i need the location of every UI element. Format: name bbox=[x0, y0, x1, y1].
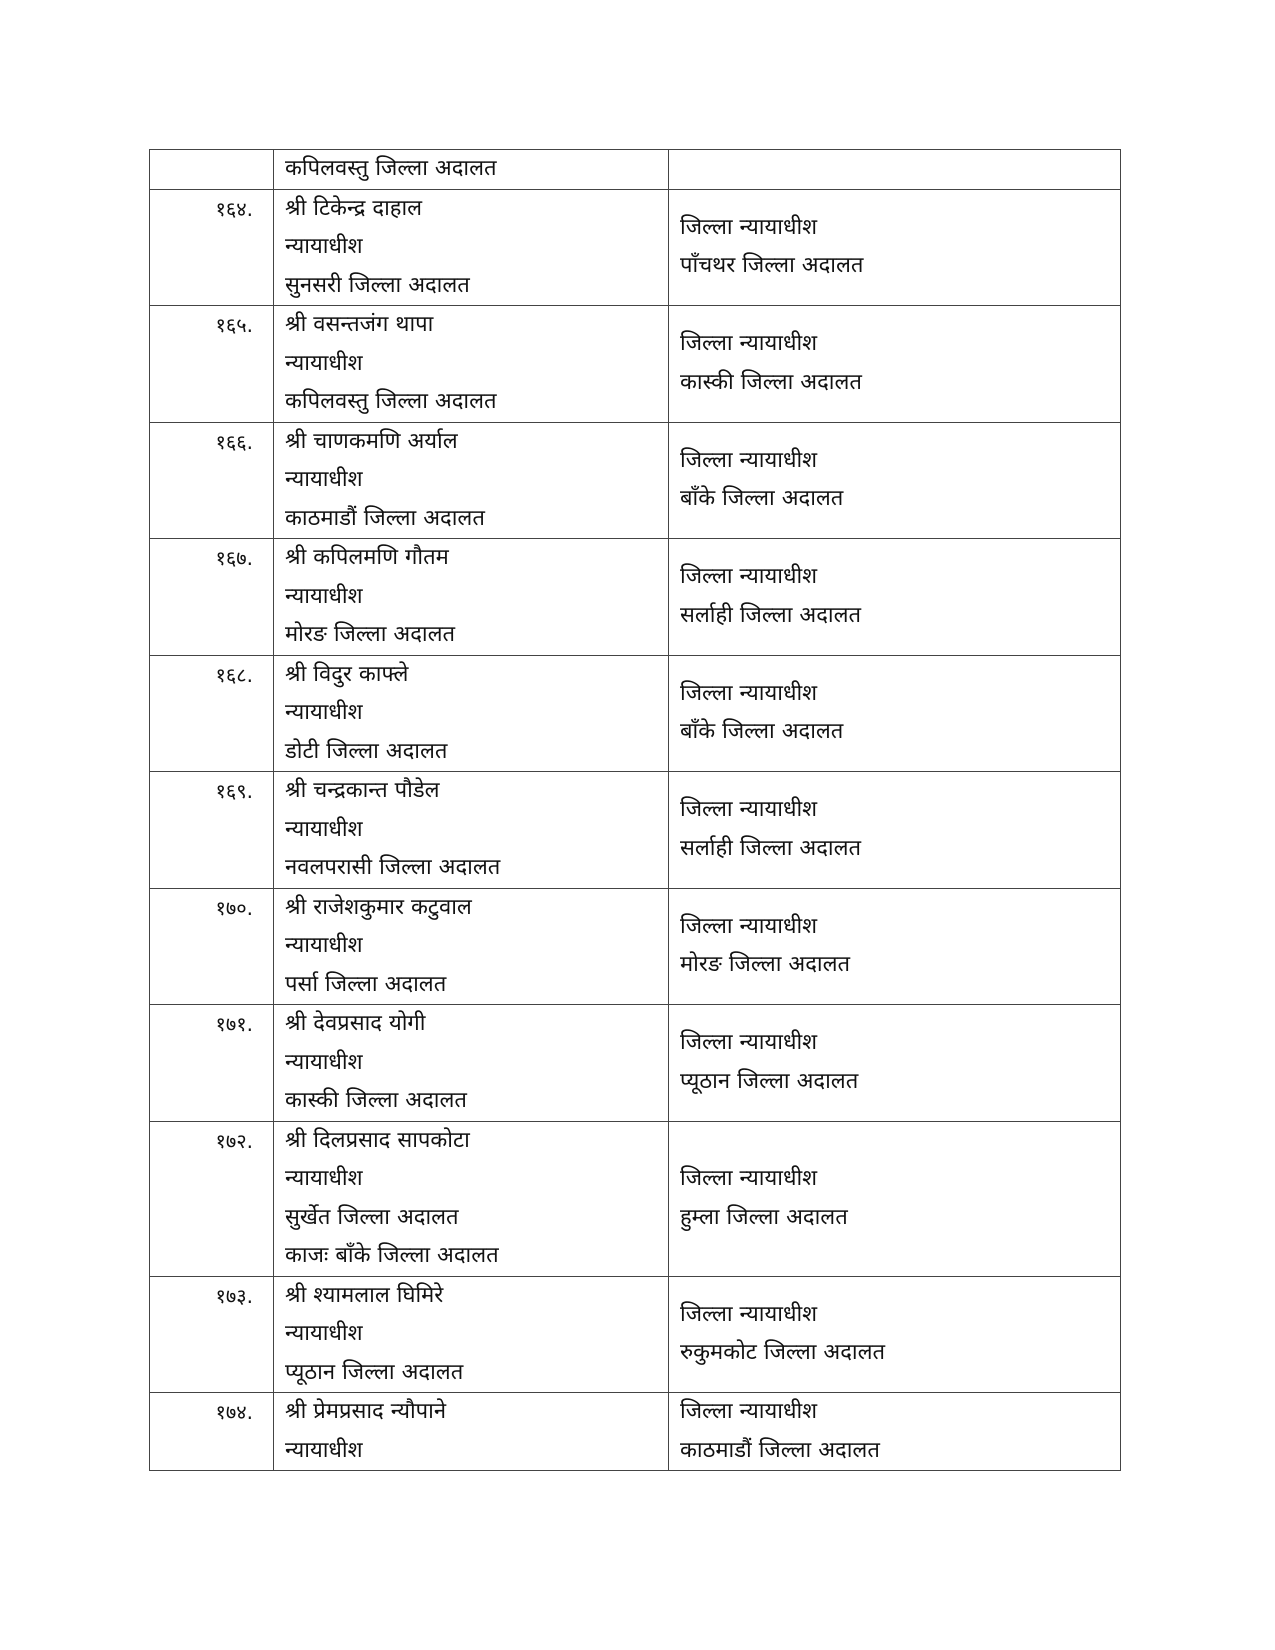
new-position-cell bbox=[669, 772, 1121, 889]
table-row bbox=[150, 1121, 1121, 1276]
table-row bbox=[150, 888, 1121, 1005]
current-position-line: कास्की जिल्ला अदालत bbox=[285, 1088, 467, 1113]
serial-number: १६६. bbox=[150, 422, 274, 539]
new-position-cell bbox=[669, 655, 1121, 772]
current-position-line: कपिलवस्तु जिल्ला अदालत bbox=[285, 389, 497, 414]
current-position-line: श्री दिलप्रसाद सापकोटा bbox=[285, 1127, 470, 1153]
current-position-line: पर्सा जिल्ला अदालत bbox=[285, 971, 447, 997]
current-position-cell bbox=[274, 306, 669, 423]
current-position-line: न्यायाधीश bbox=[285, 234, 363, 259]
table-row bbox=[150, 1276, 1121, 1393]
new-position-line: जिल्ला न्यायाधीश bbox=[680, 1399, 818, 1424]
table-body bbox=[150, 150, 1121, 1471]
new-position-line: बाँके जिल्ला अदालत bbox=[680, 719, 844, 745]
current-position-line: न्यायाधीश bbox=[285, 816, 363, 842]
new-position-line: बाँके जिल्ला अदालत bbox=[680, 486, 844, 512]
new-position-cell bbox=[669, 306, 1121, 423]
table-row bbox=[150, 150, 1121, 190]
new-position-line: हुम्ला जिल्ला अदालत bbox=[680, 1204, 848, 1230]
new-position-line: सर्लाही जिल्ला अदालत bbox=[680, 835, 862, 861]
current-position-line: न्यायाधीश bbox=[285, 583, 363, 609]
current-position-cell bbox=[274, 1393, 669, 1471]
new-position-line: जिल्ला न्यायाधीश bbox=[680, 913, 818, 939]
table-row bbox=[150, 306, 1121, 423]
current-position-line: श्री वसन्तजंग थापा bbox=[285, 312, 434, 337]
current-position-cell bbox=[274, 189, 669, 306]
current-position-line: श्री देवप्रसाद योगी bbox=[285, 1011, 426, 1036]
serial-number: १७२. bbox=[150, 1121, 274, 1276]
current-position-line: काजः बाँके जिल्ला अदालत bbox=[285, 1243, 499, 1268]
table-row bbox=[150, 1393, 1121, 1471]
current-position-cell bbox=[274, 888, 669, 1005]
new-position-cell bbox=[669, 539, 1121, 656]
new-position-line: जिल्ला न्यायाधीश bbox=[680, 797, 818, 823]
current-position-line: न्यायाधीश bbox=[285, 700, 363, 725]
table-row bbox=[150, 772, 1121, 889]
new-position-line: सर्लाही जिल्ला अदालत bbox=[680, 602, 862, 628]
transfer-table bbox=[149, 149, 1121, 1471]
current-position-line: न्यायाधीश bbox=[285, 1321, 363, 1346]
current-position-line: न्यायाधीश bbox=[285, 933, 363, 958]
new-position-cell bbox=[669, 1393, 1121, 1471]
serial-number: १६९. bbox=[150, 772, 274, 889]
current-position-line: श्री चाणकमणि अर्याल bbox=[285, 428, 458, 454]
serial-number: १६८. bbox=[150, 655, 274, 772]
current-position-cell bbox=[274, 1005, 669, 1122]
new-position-cell bbox=[669, 422, 1121, 539]
new-position-line: काठमाडौं जिल्ला अदालत bbox=[680, 1437, 880, 1463]
table-row bbox=[150, 655, 1121, 772]
current-position-line: कपिलवस्तु जिल्ला अदालत bbox=[285, 156, 497, 181]
new-position-line: प्यूठान जिल्ला अदालत bbox=[680, 1068, 859, 1094]
new-position-line: जिल्ला न्यायाधीश bbox=[680, 680, 818, 706]
serial-number: १७०. bbox=[150, 888, 274, 1005]
current-position-line: मोरङ जिल्ला अदालत bbox=[285, 622, 456, 647]
current-position-line: काठमाडौं जिल्ला अदालत bbox=[285, 505, 485, 531]
new-position-cell bbox=[669, 1121, 1121, 1276]
current-position-line: नवलपरासी जिल्ला अदालत bbox=[285, 855, 501, 880]
serial-number: १६४. bbox=[150, 189, 274, 306]
new-position-cell bbox=[669, 189, 1121, 306]
new-position-line: जिल्ला न्यायाधीश bbox=[680, 1030, 818, 1056]
current-position-line: श्री कपिलमणि गौतम bbox=[285, 545, 449, 570]
serial-number: १७१. bbox=[150, 1005, 274, 1122]
current-position-cell bbox=[274, 150, 669, 190]
serial-number bbox=[150, 150, 274, 190]
new-position-line: जिल्ला न्यायाधीश bbox=[680, 1301, 818, 1327]
current-position-cell bbox=[274, 655, 669, 772]
current-position-line: न्यायाधीश bbox=[285, 1437, 363, 1463]
current-position-line: श्री प्रेमप्रसाद न्यौपाने bbox=[285, 1399, 447, 1424]
current-position-line: न्यायाधीश bbox=[285, 350, 363, 376]
current-position-line: श्री टिकेन्द्र दाहाल bbox=[285, 195, 423, 221]
current-position-line: सुनसरी जिल्ला अदालत bbox=[285, 272, 470, 298]
table-row bbox=[150, 422, 1121, 539]
new-position-cell bbox=[669, 1276, 1121, 1393]
new-position-line: रुकुमकोट जिल्ला अदालत bbox=[680, 1340, 886, 1366]
current-position-line: श्री श्यामलाल घिमिरे bbox=[285, 1282, 444, 1308]
current-position-line: श्री राजेशकुमार कटुवाल bbox=[285, 894, 472, 920]
new-position-cell bbox=[669, 888, 1121, 1005]
current-position-line: सुर्खेत जिल्ला अदालत bbox=[285, 1204, 459, 1230]
current-position-cell bbox=[274, 422, 669, 539]
current-position-line: न्यायाधीश bbox=[285, 1049, 363, 1075]
current-position-cell bbox=[274, 1121, 669, 1276]
new-position-line: जिल्ला न्यायाधीश bbox=[680, 214, 818, 240]
current-position-line: श्री चन्द्रकान्त पौडेल bbox=[285, 778, 440, 803]
new-position-line: पाँचथर जिल्ला अदालत bbox=[680, 253, 864, 279]
new-position-line: जिल्ला न्यायाधीश bbox=[680, 564, 818, 590]
table-row bbox=[150, 1005, 1121, 1122]
serial-number: १७३. bbox=[150, 1276, 274, 1393]
serial-number: १६५. bbox=[150, 306, 274, 423]
current-position-line: डोटी जिल्ला अदालत bbox=[285, 738, 448, 764]
new-position-line: जिल्ला न्यायाधीश bbox=[680, 1166, 818, 1191]
serial-number: १६७. bbox=[150, 539, 274, 656]
table-row bbox=[150, 539, 1121, 656]
new-position-line: जिल्ला न्यायाधीश bbox=[680, 447, 818, 473]
current-position-cell bbox=[274, 1276, 669, 1393]
serial-number: १७४. bbox=[150, 1393, 274, 1471]
table-row bbox=[150, 189, 1121, 306]
current-position-line: न्यायाधीश bbox=[285, 1166, 363, 1191]
current-position-cell bbox=[274, 772, 669, 889]
new-position-line: जिल्ला न्यायाधीश bbox=[680, 331, 818, 357]
new-position-line: कास्की जिल्ला अदालत bbox=[680, 369, 862, 395]
new-position-line: मोरङ जिल्ला अदालत bbox=[680, 952, 851, 978]
current-position-line: न्यायाधीश bbox=[285, 467, 363, 492]
new-position-cell bbox=[669, 150, 1121, 190]
current-position-cell bbox=[274, 539, 669, 656]
current-position-line: प्यूठान जिल्ला अदालत bbox=[285, 1359, 464, 1385]
current-position-line: श्री विदुर काफ्ले bbox=[285, 661, 409, 687]
new-position-cell bbox=[669, 1005, 1121, 1122]
